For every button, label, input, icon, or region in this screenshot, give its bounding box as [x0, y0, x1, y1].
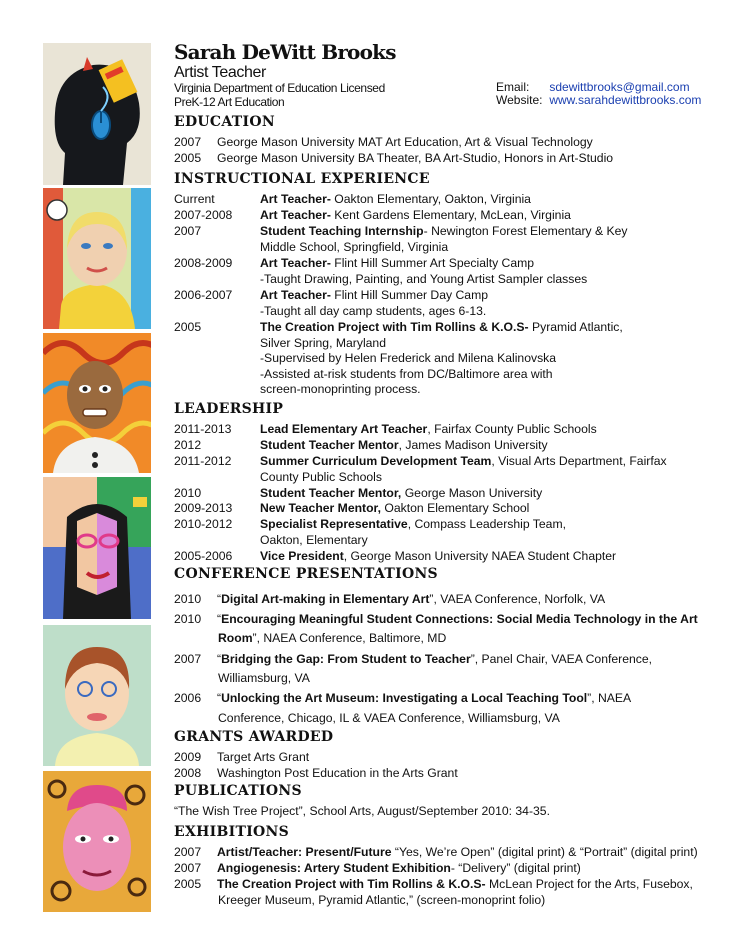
- resume-name: Sarah DeWitt Brooks: [174, 40, 396, 64]
- section-leadership-heading: LEADERSHIP: [174, 401, 284, 417]
- conference-continuation: Conference, Chicago, IL & VAEA Conference, Williamsburg, VA: [218, 711, 560, 725]
- website-label: Website:: [496, 93, 543, 107]
- section-publications-heading: PUBLICATIONS: [174, 783, 302, 799]
- email-label: Email:: [496, 80, 530, 94]
- experience-continuation: -Taught Drawing, Painting, and Young Artist Sampler classes: [260, 272, 588, 286]
- conference-continuation: Room”, NAEA Conference, Baltimore, MD: [218, 631, 447, 645]
- leadership-continuation: Oakton, Elementary: [260, 533, 368, 547]
- experience-continuation: -Supervised by Helen Frederick and Milena Kalinovska: [260, 351, 557, 365]
- conference-continuation: Williamsburg, VA: [218, 671, 310, 685]
- publication-row: “The Wish Tree Project”, School Arts, August/September 2010: 34-35.: [174, 804, 550, 818]
- section-grants-heading: GRANTS AWARDED: [174, 729, 334, 745]
- experience-continuation: Middle School, Springfield, Virginia: [260, 240, 449, 254]
- exhibition-continuation: Kreeger Museum, Pyramid Atlantic,” (screen-monoprint folio): [218, 893, 546, 907]
- blonde-portrait-artwork: [43, 188, 151, 329]
- pink-face-artwork: [43, 771, 151, 912]
- swirl-portrait-artwork: [43, 333, 151, 473]
- website-row: [496, 93, 701, 107]
- role-title: Artist Teacher: [174, 64, 266, 81]
- section-instructional-heading: INSTRUCTIONAL EXPERIENCE: [174, 171, 430, 187]
- email-row: [496, 80, 690, 94]
- email-link[interactable]: sdewittbrooks@gmail.com: [549, 80, 690, 94]
- child-portrait-artwork: [43, 625, 151, 766]
- license-line-1: Virginia Department of Education Licensed: [174, 81, 385, 95]
- section-conference-heading: CONFERENCE PRESENTATIONS: [174, 566, 438, 582]
- experience-continuation: -Taught all day camp students, ages 6-13.: [260, 304, 487, 318]
- website-link[interactable]: www.sarahdewittbrooks.com: [549, 93, 702, 107]
- section-exhibitions-heading: EXHIBITIONS: [174, 824, 290, 840]
- experience-continuation: Silver Spring, Maryland: [260, 336, 386, 350]
- experience-continuation: screen-monoprinting process.: [260, 382, 421, 396]
- silhouette-collage-artwork: [43, 43, 151, 185]
- license-line-2: PreK-12 Art Education: [174, 95, 285, 109]
- section-education-heading: EDUCATION: [174, 114, 275, 130]
- leadership-continuation: County Public Schools: [260, 470, 382, 484]
- cubist-portrait-artwork: [43, 477, 151, 619]
- experience-continuation: -Assisted at-risk students from DC/Baltimore area with: [260, 367, 553, 381]
